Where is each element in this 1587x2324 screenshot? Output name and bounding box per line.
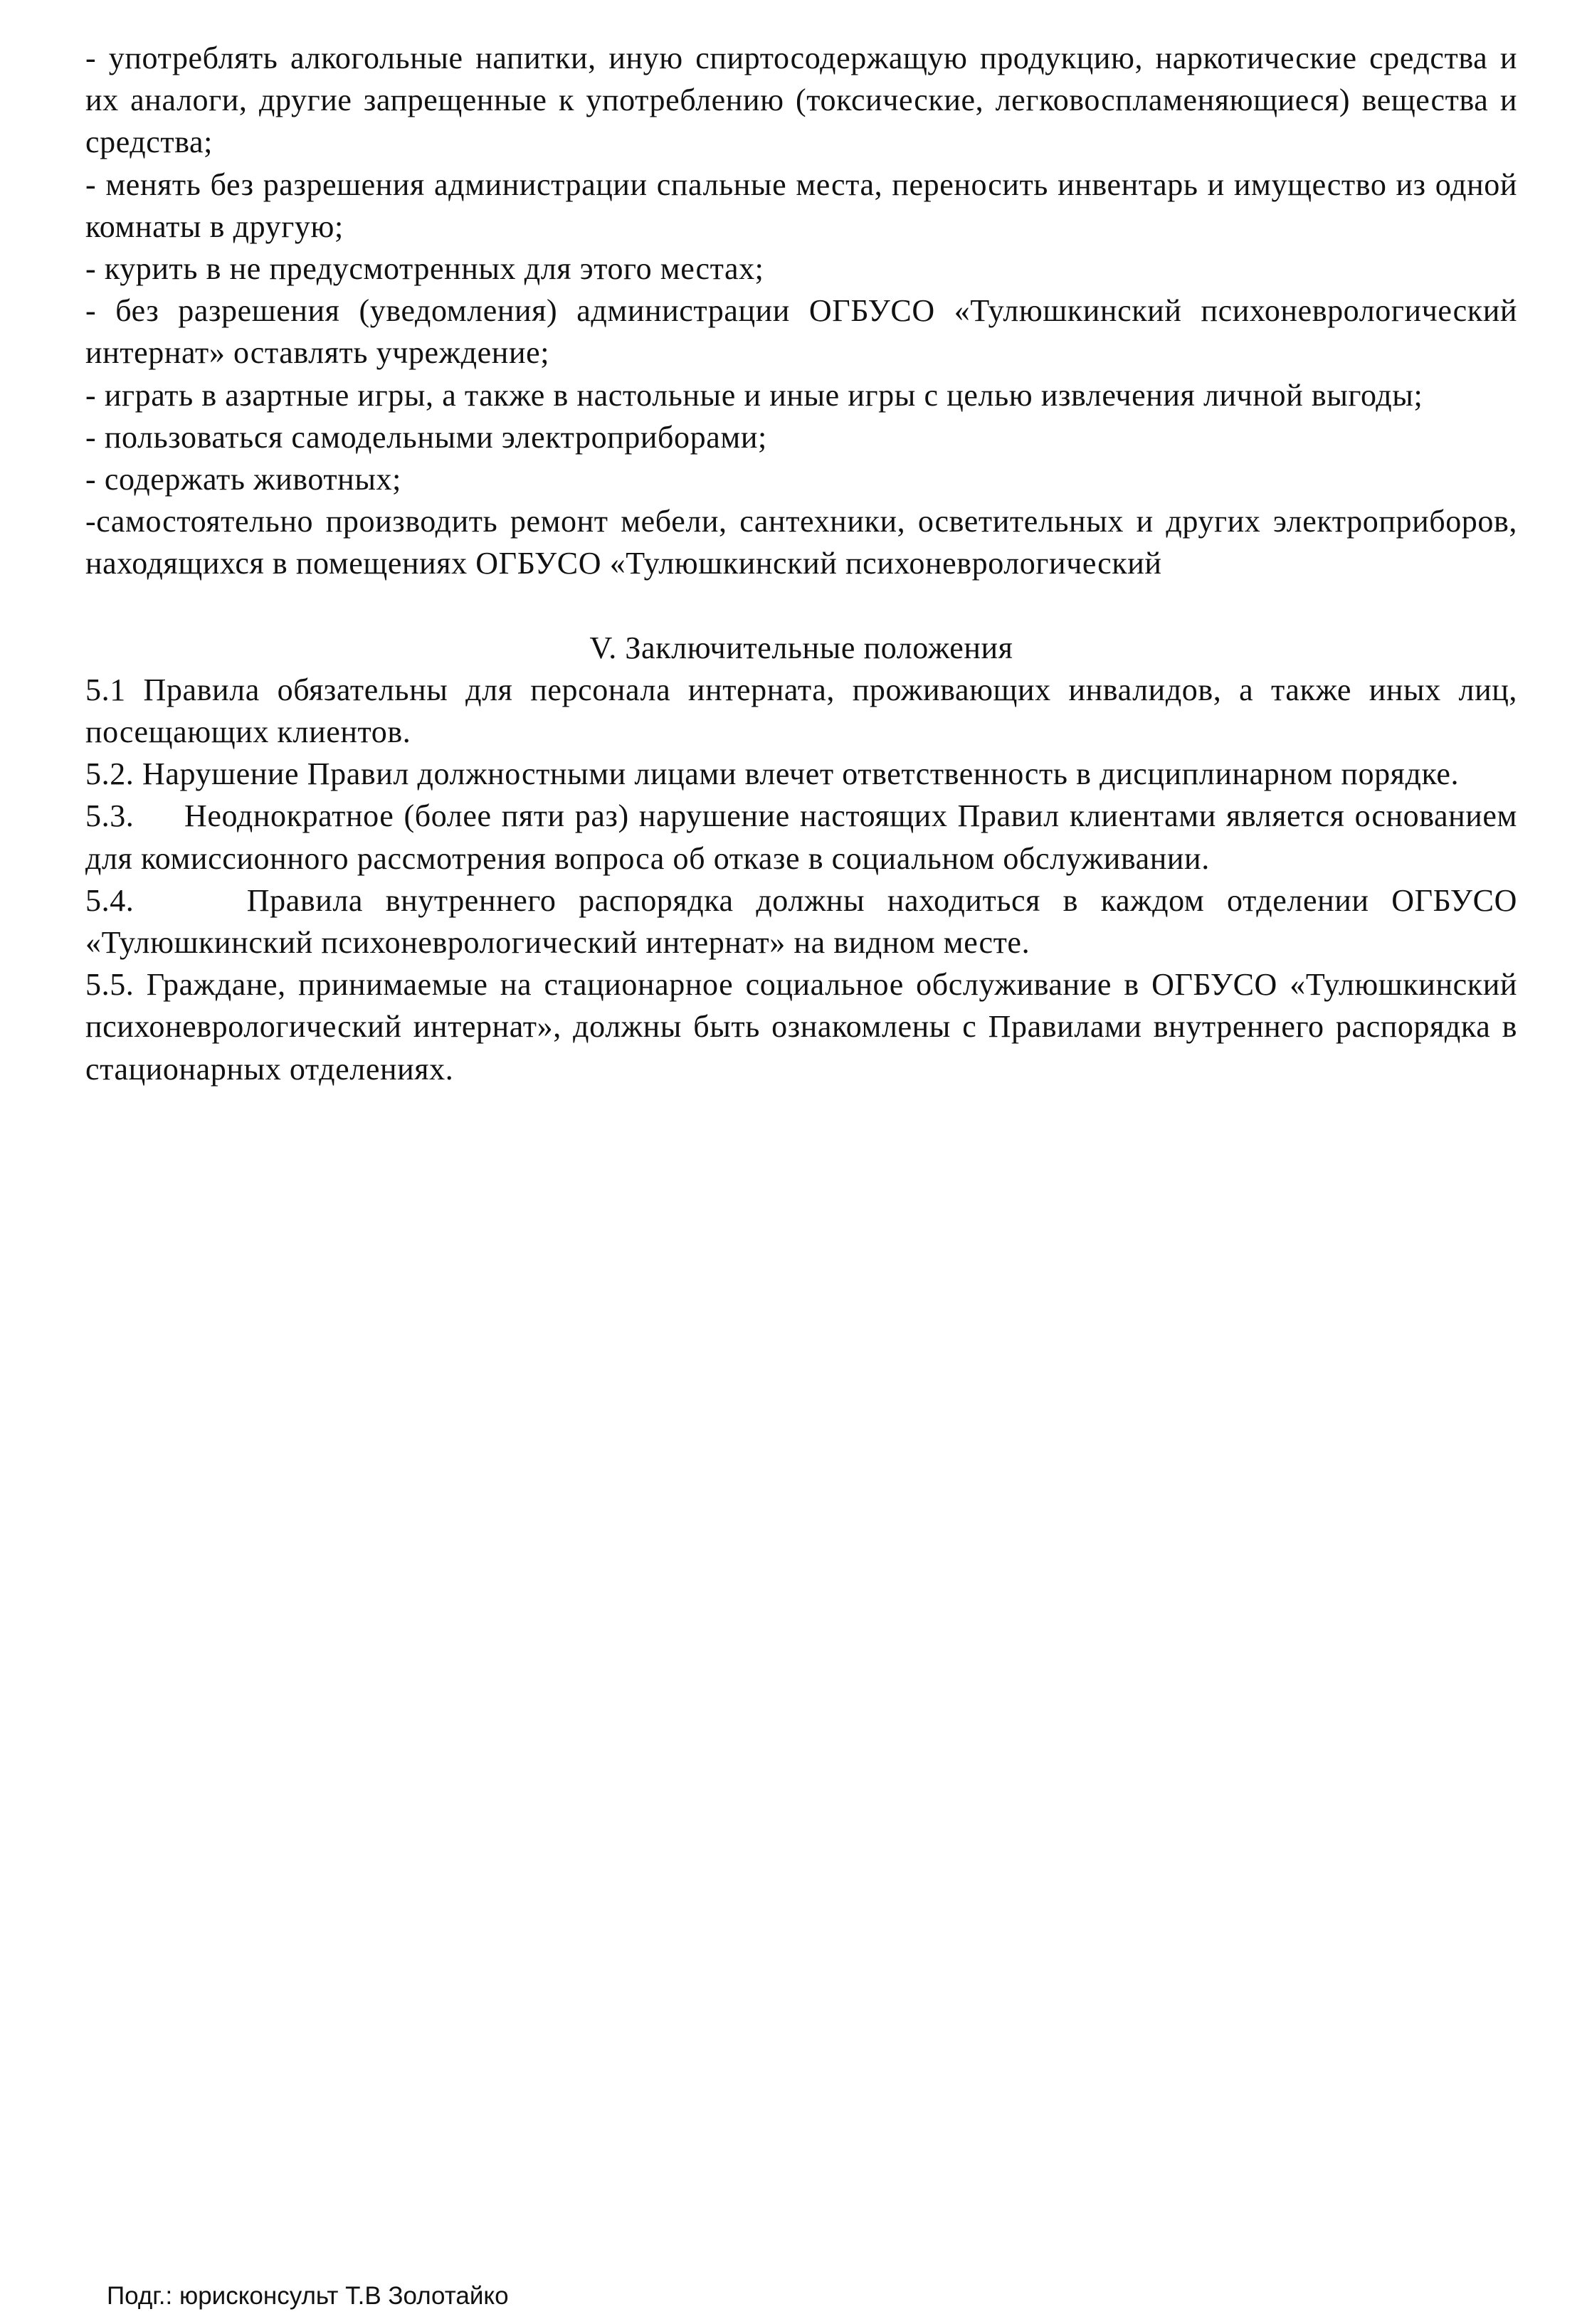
document-page [85,37,1526,1090]
section-title: V. Заключительные положения [589,630,1013,665]
clause-item: 5.2. Нарушение Правил должностными лицами влечет ответственность в дисциплинарном порядке. [85,756,1460,792]
section-spacer [85,585,1517,627]
prohibition-item: - без разрешения (уведомления) администрации ОГБУСО «Тулюшкинский психоневрологический интернат» оставлять учреждение; [85,293,1517,371]
prohibition-item: - пользоваться самодельными электроприборами; [85,419,767,455]
prohibition-item: - менять без разрешения администрации спальные места, переносить инвентарь и имущество из одной комнаты в другую; [85,167,1517,244]
clause-item: 5.3. Неоднократное (более пяти раз) нарушение настоящих Правил клиентами является основанием для комиссионного рассмотрения вопроса об отказе в социальном обслуживании. [85,798,1526,876]
prohibition-item: - содержать животных; [85,462,401,497]
prohibition-item: -самостоятельно производить ремонт мебели, сантехники, осветительных и других электроприборов, находящихся в помещениях ОГБУСО «Тулюшкинский психоневрологический [85,504,1517,581]
footer-signature: Подг.: юрисконсульт Т.В Золотайко [107,2282,509,2310]
prohibition-item: - играть в азартные игры, а также в настольные и иные игры с целью извлечения личной выгоды; [85,377,1423,413]
clause-item: 5.5. Граждане, принимаемые на стационарное социальное обслуживание в ОГБУСО «Тулюшкинский психоневрологический интернат», должны быть ознакомлены с Правилами внутреннего распорядка в стационарных отделениях. [85,967,1526,1087]
clause-item: 5.4. Правила внутреннего распорядка должны находиться в каждом отделении ОГБУСО «Тулюшкинский психоневрологический интернат» на видном месте. [85,882,1526,961]
prohibition-item: - употреблять алкогольные напитки, иную спиртосодержащую продукцию, наркотические средства и их аналоги, другие запрещенные к употреблению (токсические, легковоспламеняющиеся) вещества и средства; [85,41,1517,160]
prohibition-item: - курить в не предусмотренных для этого местах; [85,251,764,287]
clause-item: 5.1 Правила обязательны для персонала интерната, проживающих инвалидов, а также иных лиц, посещающих клиентов. [85,672,1526,750]
